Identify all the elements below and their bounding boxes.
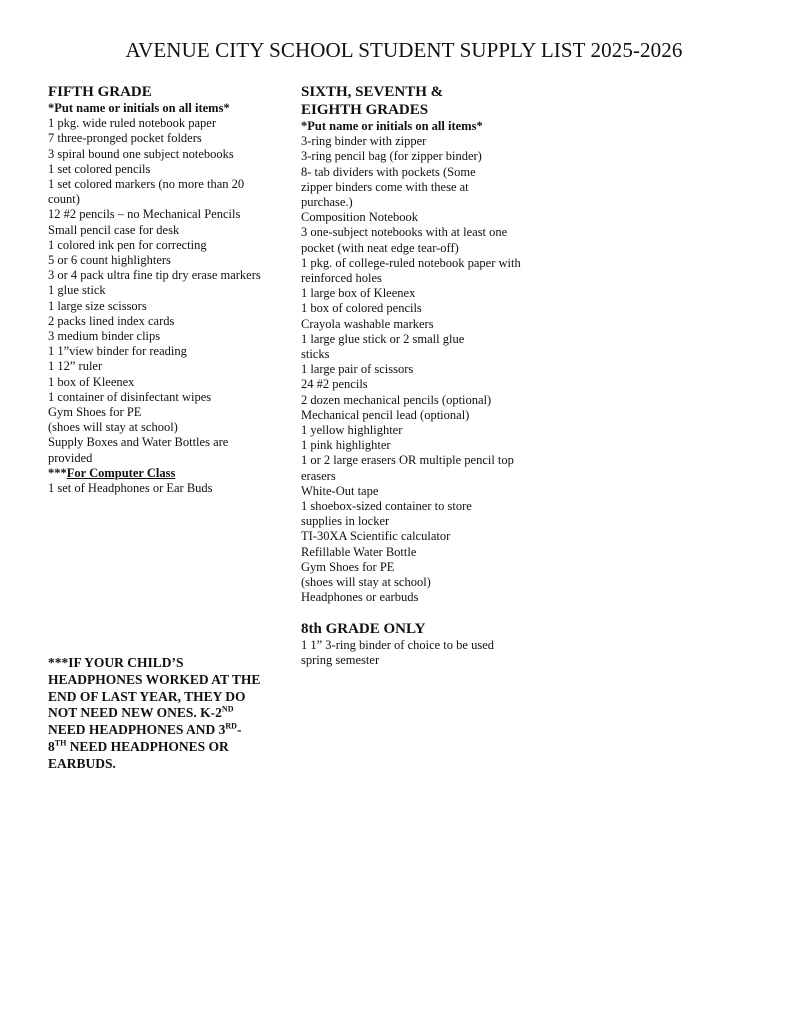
list-item: 1 large glue stick or 2 small glue sticks <box>301 331 465 362</box>
list-item: 1 large box of Kleenex <box>301 286 416 301</box>
list-item: 3 spiral bound one subject notebooks <box>48 146 234 161</box>
warning-sup-rd: RD <box>225 721 237 731</box>
list-item: Small pencil case for desk <box>48 222 180 237</box>
upper-grades-note: *Put name or initials on all items* <box>301 119 483 133</box>
list-item: Gym Shoes for PE <box>301 559 395 574</box>
list-item: Refillable Water Bottle <box>301 544 417 559</box>
warning-text-part4: NEED HEADPHONES OR EARBUDS. <box>48 738 229 771</box>
list-item: TI-30XA Scientific calculator <box>301 529 451 544</box>
list-item: 5 or 6 count highlighters <box>48 253 171 268</box>
fifth-grade-heading: FIFTH GRADE <box>48 84 152 100</box>
list-item: 1 12” ruler <box>48 359 103 374</box>
fifth-grade-column <box>48 83 288 496</box>
headphones-warning <box>48 655 263 773</box>
list-item: 1 pkg. of college-ruled notebook paper with reinforced holes <box>301 255 521 286</box>
warning-sup-nd: ND <box>221 704 234 714</box>
computer-class-heading <box>48 466 288 481</box>
fifth-grade-note: *Put name or initials on all items* <box>48 101 230 115</box>
list-item: 1 box of colored pencils <box>301 301 422 316</box>
list-item: 24 #2 pencils <box>301 377 368 392</box>
list-item: Mechanical pencil lead (optional) <box>301 407 470 422</box>
list-item: 1 glue stick <box>48 283 106 298</box>
list-item: 1 large size scissors <box>48 298 147 313</box>
list-item: (shoes will stay at school) <box>48 420 178 435</box>
computer-class-item: 1 set of Headphones or Ear Buds <box>48 481 213 496</box>
computer-class-label: For Computer Class <box>66 465 176 480</box>
warning-text-part2: NEED HEADPHONES AND 3 <box>48 722 226 738</box>
sixth-eighth-column <box>301 83 531 668</box>
eighth-grade-heading: 8th GRADE ONLY <box>301 620 426 637</box>
warning-sup-th: TH <box>54 738 67 748</box>
list-item: Crayola washable markers <box>301 316 434 331</box>
list-item: 8- tab dividers with pockets (Some zipper binders come with these at purchase.) <box>301 164 476 210</box>
warning-text-part3: - 8 <box>48 722 242 754</box>
list-item: 1 set colored pencils <box>48 161 151 176</box>
list-item: (shoes will stay at school) <box>301 575 431 590</box>
list-item: Gym Shoes for PE <box>48 405 142 420</box>
list-item: 1 container of disinfectant wipes <box>48 389 212 404</box>
list-item: 3-ring pencil bag (for zipper binder) <box>301 149 482 164</box>
list-item: 1 or 2 large erasers OR multiple pencil top erasers <box>301 453 514 483</box>
list-item: 1 box of Kleenex <box>48 374 135 389</box>
computer-class-prefix: *** <box>48 465 67 480</box>
list-item: 2 dozen mechanical pencils (optional) <box>301 392 492 407</box>
list-item: White-Out tape <box>301 483 379 498</box>
list-item: 1 pkg. wide ruled notebook paper <box>48 116 217 131</box>
eighth-grade-item: 1 1” 3-ring binder of choice to be used spring semester <box>301 637 494 667</box>
list-item: 3 or 4 pack ultra fine tip dry erase markers <box>48 268 261 283</box>
list-item: 1 colored ink pen for correcting <box>48 237 207 252</box>
list-item: Headphones or earbuds <box>301 590 419 605</box>
page-title: AVENUE CITY SCHOOL STUDENT SUPPLY LIST 2025-2026 <box>125 38 683 62</box>
list-item: 1 yellow highlighter <box>301 423 403 438</box>
list-item: 1 set colored markers (no more than 20 count) <box>48 177 245 207</box>
list-item: 3 one-subject notebooks with at least one pocket (with neat edge tear-off) <box>301 225 508 255</box>
upper-grades-heading-line2: EIGHTH GRADES <box>301 102 429 118</box>
list-item: 1 pink highlighter <box>301 438 391 453</box>
fifth-grade-list <box>48 116 288 466</box>
list-item: 1 1”view binder for reading <box>48 344 187 359</box>
list-item: 3-ring binder with zipper <box>301 134 427 149</box>
upper-grades-list <box>301 134 531 605</box>
list-item: 2 packs lined index cards <box>48 313 175 328</box>
list-item: Composition Notebook <box>301 210 419 225</box>
warning-text-part1: ***IF YOUR CHILD’S HEADPHONES WORKED AT THE END OF LAST YEAR, THEY DO NOT NEED NEW ONES. K-2 <box>48 655 261 721</box>
list-item: Supply Boxes and Water Bottles are provided <box>48 435 229 465</box>
list-item: 12 #2 pencils – no Mechanical Pencils <box>48 207 241 222</box>
list-item: 1 shoebox-sized container to store supplies in locker <box>301 499 472 529</box>
list-item: 1 large pair of scissors <box>301 362 414 377</box>
upper-grades-heading-line1: SIXTH, SEVENTH & <box>301 84 444 100</box>
list-item: 7 three-pronged pocket folders <box>48 131 202 146</box>
list-item: 3 medium binder clips <box>48 329 161 344</box>
